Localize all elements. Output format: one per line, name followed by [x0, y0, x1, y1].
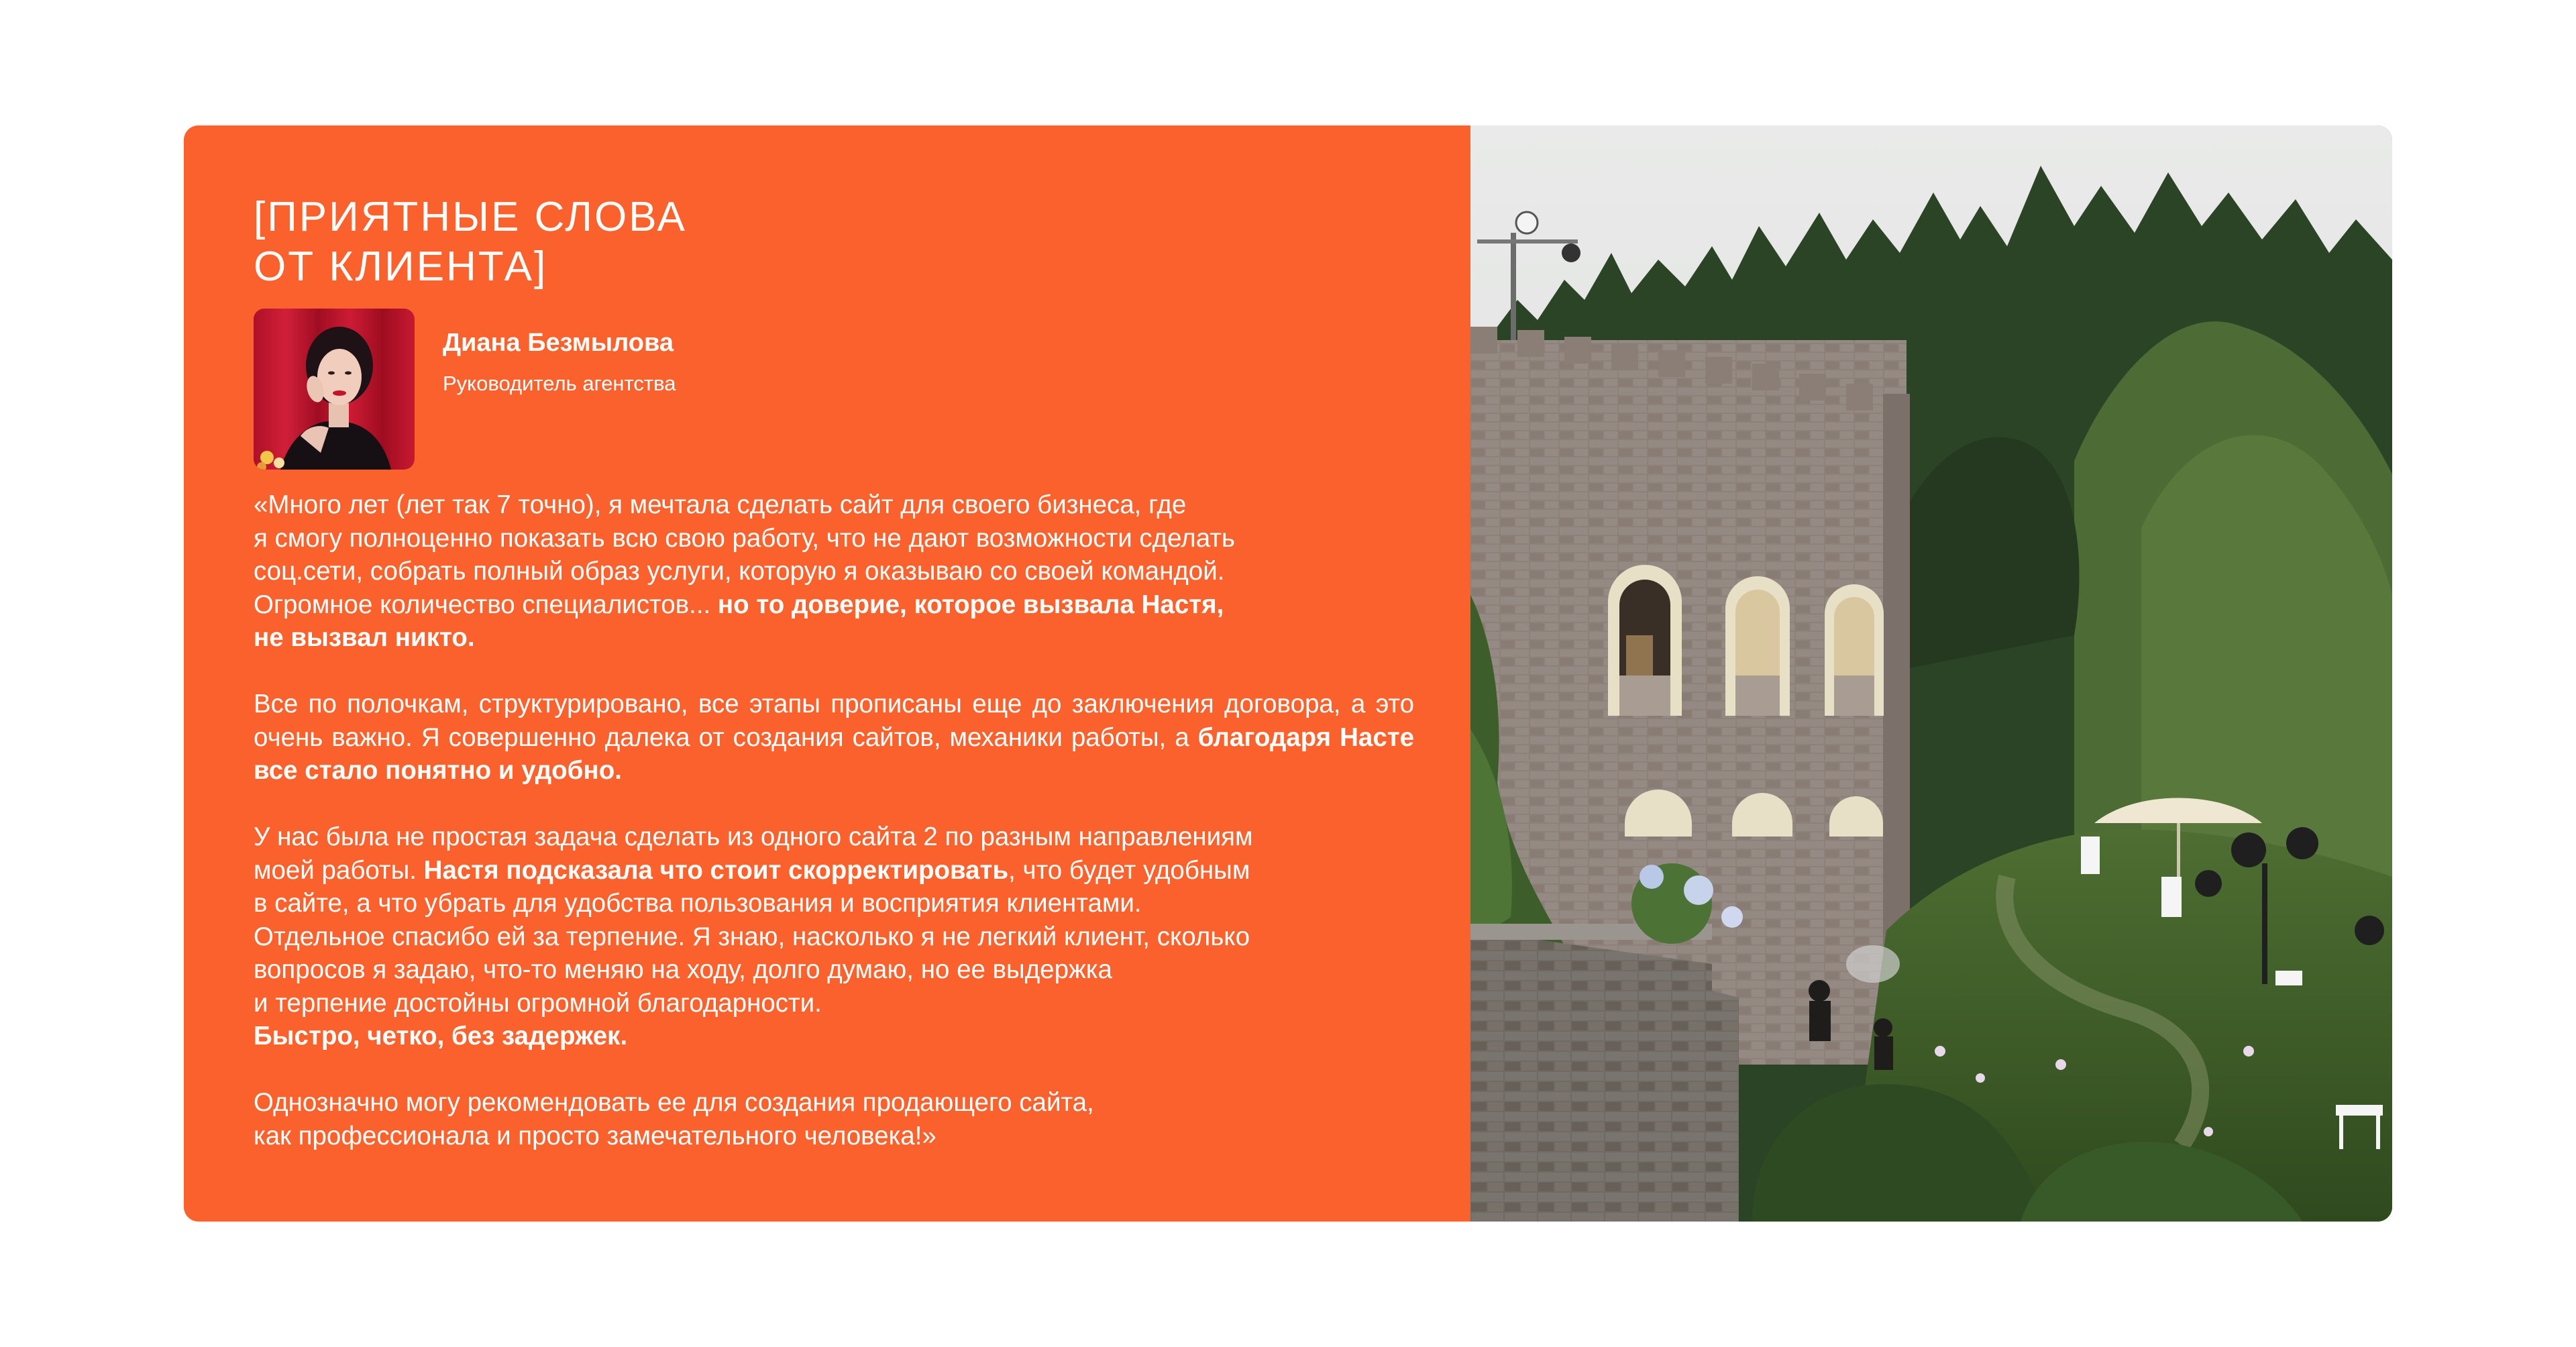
quote-line: «Много лет (лет так 7 точно), я мечтала сделать сайт для своего бизнеса, где — [254, 490, 1187, 519]
venue-photo — [1470, 125, 2392, 1222]
testimonial-quote — [254, 488, 1414, 1152]
quote-line: моей работы. — [254, 855, 424, 885]
quote-line: в сайте, а что убрать для удобства пользования и восприятия клиентами. — [254, 889, 1142, 918]
quote-paragraph-1 — [254, 488, 1414, 655]
quote-paragraph-2 — [254, 688, 1414, 788]
quote-highlight: Быстро, четко, без задержек. — [254, 1022, 628, 1050]
quote-line: Отдельное спасибо ей за терпение. Я знаю, насколько я не легкий клиент, сколько — [254, 922, 1250, 951]
testimonial-card — [184, 125, 2392, 1222]
avatar-image — [254, 309, 415, 470]
quote-line: Однозначно могу рекомендовать ее для создания продающего сайта, — [254, 1088, 1094, 1117]
quote-highlight: не вызвал никто. — [254, 623, 475, 652]
quote-line: как профессионала и просто замечательного человека!» — [254, 1121, 936, 1150]
quote-line: и терпение достойны огромной благодарности. — [254, 988, 822, 1018]
quote-line: У нас была не простая задача сделать из одного сайта 2 по разным направлениям — [254, 822, 1253, 851]
quote-line: Огромное количество специалистов... — [254, 590, 718, 619]
quote-highlight: Настя подсказала что стоит скорректировать — [423, 855, 1009, 885]
author-name: Диана Безмылова — [443, 329, 674, 357]
title-line-1: [ПРИЯТНЫЕ СЛОВА — [254, 194, 687, 240]
quote-line: вопросов я задаю, что-то меняю на ходу, долго думаю, но ее выдержка — [254, 955, 1112, 984]
testimonial-panel — [184, 125, 1470, 1222]
section-title — [254, 193, 687, 292]
quote-paragraph-3 — [254, 820, 1414, 1053]
title-line-2: ОТ КЛИЕНТА] — [254, 244, 548, 290]
author-avatar — [254, 309, 415, 470]
quote-paragraph-4 — [254, 1086, 1414, 1152]
castle-venue-image — [1470, 125, 2392, 1222]
quote-line: соц.сети, собрать полный образ услуги, которую я оказываю со своей командой. — [254, 557, 1225, 586]
quote-line: , что будет удобным — [1008, 855, 1250, 885]
quote-line: я смогу полноценно показать всю свою работу, что не дают возможности сделать — [254, 523, 1235, 553]
author-role: Руководитель агентства — [443, 372, 676, 395]
quote-line: Все по полочкам, структурировано, все этапы прописаны еще до заключения договора, а это очень важно. Я совершенно далека от создания сайтов, механики работы, а — [254, 690, 1414, 752]
quote-highlight: благодаря Насте все стало понятно и удобно. — [254, 722, 1414, 785]
quote-highlight: но то доверие, которое вызвала Настя, — [717, 590, 1224, 619]
